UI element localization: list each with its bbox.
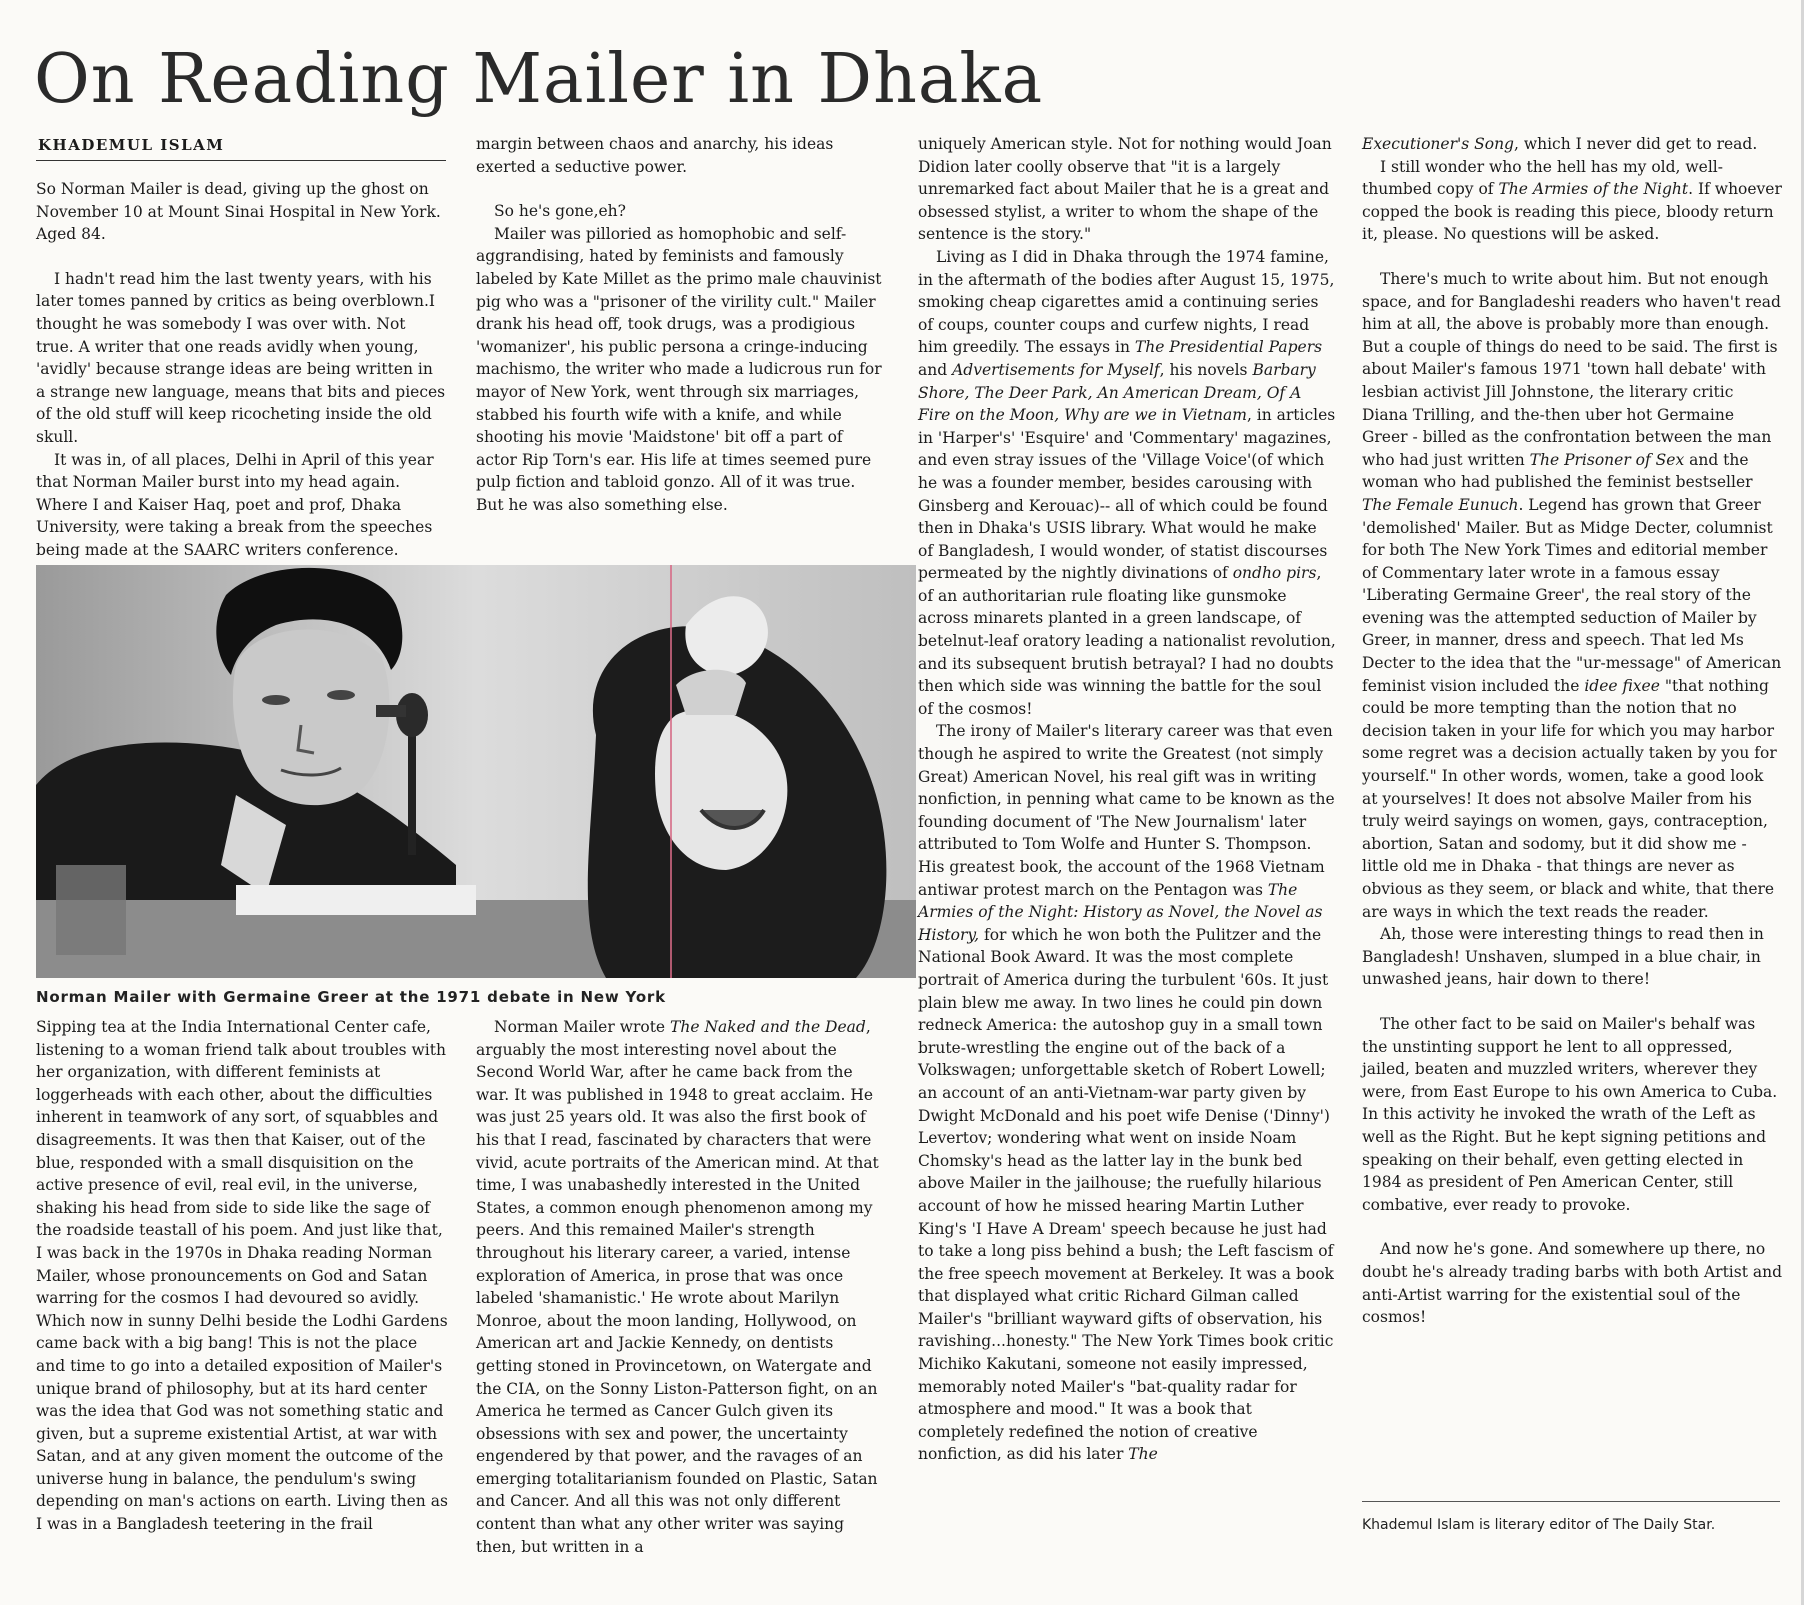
author-note: Khademul Islam is literary editor of The Daily Star. <box>1362 1517 1716 1533</box>
paragraph: So he's gone,eh? <box>494 202 626 221</box>
column-2-bottom <box>476 1016 888 1558</box>
book-title: Advertisements for Myself <box>952 360 1160 379</box>
column-1-bottom <box>36 1016 448 1536</box>
text-run: , which I never did get to read. <box>1513 135 1758 153</box>
column-1-top <box>36 178 446 562</box>
paragraph <box>1362 268 1782 923</box>
book-title: The Naked and the Dead <box>670 1018 866 1036</box>
text-run: Living as I did in Dhaka through the 1974 famine, in the aftermath of the bodies after August 15, 1975, smoking cheap cigarettes amid a continuing series of coups, counter coups and curfew nights, I read him greedily. The essays in <box>918 247 1335 357</box>
paragraph: Ah, those were interesting things to read then in Bangladesh! Unshaven, slumped in a blue chair, in unwashed jeans, hair down to there! <box>1362 925 1764 989</box>
book-title: The Prisoner of Sex <box>1529 450 1685 469</box>
text-run: , his novels <box>1159 360 1253 379</box>
byline: KHADEMUL ISLAM <box>38 136 225 154</box>
column-3 <box>918 133 1336 1466</box>
photo-caption: Norman Mailer with Germaine Greer at the 1971 debate in New York <box>36 988 666 1006</box>
paragraph: Sipping tea at the India International Center cafe, listening to a woman friend talk about troubles with her organization, with different feminists at loggerheads with each other, about the difficulties inherent in teamwork of any sort, of squabbles and disagreements. It was then that Kaiser, out of the blue, responded with a small disquisition on the active presence of evil, real evil, in the universe, shaking his head from side to side like the sage of the roadside teastall of his poem. And just like that, I was back in the 1970s in Dhaka reading Norman Mailer, whose pronouncements on God and Satan warring for the cosmos I had devoured so avidly. Which now in sunny Delhi beside the Lodhi Gardens came back with a big bang! This is not the place and time to go into a detailed exposition of Mailer's unique brand of philosophy, but at its hard center was the idea that God was not something static and given, but a supreme existential Artist, at war with Satan, and at any given moment the outcome of the universe hung in balance, the pendulum's swing depending on man's actions on earth. Living then as I was in a Bangladesh teetering in the frail <box>36 1018 448 1534</box>
column-4 <box>1362 133 1782 1329</box>
text-run: "that nothing could be more tempting than the notion that no decision taken in your life for which you may harbor some regret was a decision actually taken by you for yourself." In other words, women, take a good look at yourselves! It does not absolve Mailer from his truly weird sayings on women, gays, contraception, abortion, Satan and sodomy, but it did show me - little old me in Dhaka - that things are never as obvious as they seem, or black and white, that there are ways in which the text reads the reader. <box>1362 676 1777 921</box>
paragraph <box>918 720 1336 1466</box>
text-run: , arguably the most interesting novel about the Second World War, after he came back from the war. It was published in 1948 to great acclaim. He was just 25 years old. It was also the first book of his that I read, fascinated by characters that were vivid, acute portraits of the American mind. At that time, I was unabashedly interested in the United States, a common enough phenomenon among my peers. And this remained Mailer's strength throughout his literary career, a varied, intense exploration of America, in prose that was once labeled 'shamanistic.' He wrote about Marilyn Monroe, about the moon landing, Hollywood, on American art and Jackie Kennedy, on dentists getting stoned in Provincetown, on Watergate and the CIA, on the Sonny Liston-Patterson fight, on an America he termed as Cancer Gulch given its obsessions with sex and power, the uncertainty engendered by that power, and the ravages of an emerging totalitarianism founded on Plastic, Satan and Cancer. And all this was not only different content than what any other writer was saying then, but written in a <box>476 1018 879 1556</box>
text-run: , of an authoritarian rule floating like gunsmoke across minarets planted in a green landscape, of betelnut-leaf oratory leading a nationalist revolution, and its subsequent brutish betrayal? I had no doubts then which side was winning the battle for the soul of the cosmos! <box>918 564 1336 718</box>
text-run: . Legend has grown that Greer 'demolished' Mailer. But as Midge Decter, columnist for both The New York Times and editorial member of Commentary later wrote in a famous essay 'Liberating Germaine Greer', the real story of the evening was the attempted seduction of Mailer by Greer, in manner, dress and speech. That led Ms Decter to the idea that the "ur-message" of American feminist vision included the <box>1362 495 1782 695</box>
paragraph: margin between chaos and anarchy, his ideas exerted a seductive power. <box>476 135 834 176</box>
text-run: Norman Mailer wrote <box>494 1018 671 1036</box>
endnote-rule <box>1362 1501 1780 1502</box>
paragraph <box>1362 133 1782 156</box>
italic-term: idee fixee <box>1584 676 1660 695</box>
paragraph: It was in, of all places, Delhi in April of this year that Norman Mailer burst into my head again. Where I and Kaiser Haq, poet and prof, Dhaka University, were taking a break from the speeches being made at the SAARC writers conference. <box>36 450 434 559</box>
photo-mailer-greer <box>36 565 916 978</box>
column-2-top <box>476 133 886 517</box>
text-run: . If whoever copped the book is reading this piece, bloody return it, please. No questions will be asked. <box>1362 180 1782 244</box>
book-title: The Armies of the Night: History as Novel, the Novel as History, <box>918 880 1323 944</box>
book-title: Barbary Shore, The Deer Park, An American Dream, Of A Fire on the Moon, Why are we in Vietnam <box>918 360 1316 425</box>
paragraph: uniquely American style. Not for nothing would Joan Didion later coolly observe that "it is a largely unremarked fact about Mailer that he is a great and obsessed stylist, a writer to whom the shape of the sentence is the story." <box>918 135 1332 244</box>
text-run: and the woman who had published the feminist bestseller <box>1362 450 1753 492</box>
paragraph <box>918 246 1336 720</box>
book-title: The Female Eunuch <box>1362 495 1519 514</box>
text-run: for which he won both the Pulitzer and the National Book Award. It was the most complete portrait of America during the turbulent '60s. It just plain blew me away. In two lines he could pin down redneck America: the autoshop guy in a small town brute-wrestling the engine out of the back of a Volkswagen; unforgettable sketch of Robert Lowell; an account of an anti-Vietnam-war party given by Dwight McDonald and his poet wife Denise ('Dinny') Levertov; wondering what went on inside Noam Chomsky's head as the latter lay in the bunk bed above Mailer in the jailhouse; the ruefully hilarious account of how he missed hearing Martin Luther King's 'I Have A Dream' speech because he just had to take a long piss behind a bush; the Left fascism of the free speech movement at Berkeley. It was a book that displayed what critic Richard Gilman called Mailer's "brilliant wayward gifts of observation, his ravishing...honesty." The New York Times book critic Michiko Kakutani, someone not easily impressed, memorably noted Mailer's "bat-quality radar for atmosphere and mood." It was a book that completely redefined the notion of creative nonfiction, as did his later <box>918 925 1334 1464</box>
book-title: The Presidential Papers <box>1134 338 1323 357</box>
paragraph: Mailer was pilloried as homophobic and self-aggrandising, hated by feminists and famously labeled by Kate Millet as the primo male chauvinist pig who was a "prisoner of the virility cult." Mailer drank his head off, took drugs, was a prodigious 'womanizer', his public persona a cringe-inducing machismo, the writer who made a ludicrous run for mayor of New York, went through six marriages, stabbed his fourth wife with a knife, and while shooting his movie 'Maidstone' bit off a part of actor Rip Torn's ear. His life at times seemed pure pulp fiction and tabloid gonzo. All of it was true. But he was also something else. <box>476 224 882 514</box>
paragraph <box>476 1016 888 1558</box>
text-run: , in articles in 'Harper's' 'Esquire' and 'Commentary' magazines, and even stray issues of the 'Village Voice'(of which he was a founder member, besides carousing with Ginsberg and Kerouac)-- all of which could be found then in Dhaka's USIS library. What would he make of Bangladesh, I would wonder, of statist discourses permeated by the nightly divinations of <box>918 406 1336 583</box>
photo-image <box>36 565 916 978</box>
book-title: The <box>1128 1445 1158 1464</box>
text-run: I still wonder who the hell has my old, well-thumbed copy of <box>1362 157 1724 199</box>
paragraph: I hadn't read him the last twenty years, with his later tomes panned by critics as being overblown.I thought he was somebody I was over with. Not true. A writer that one reads avidly when young, 'avidly' because strange ideas are being written in a strange new language, means that bits and pieces of the old stuff will keep ricocheting inside the old skull. <box>36 269 446 446</box>
italic-term: ondho pirs <box>1232 564 1317 583</box>
book-title: Executioner's Song <box>1362 135 1514 153</box>
paragraph <box>1362 156 1782 246</box>
paragraph: The other fact to be said on Mailer's behalf was the unstinting support he lent to all oppressed, jailed, beaten and muzzled writers, wherever they were, from East Europe to his own America to Cuba. In this activity he invoked the wrath of the Left as well as the Right. But he kept signing petitions and speaking on their behalf, even getting elected in 1984 as president of Pen American Center, still combative, ever ready to provoke. <box>1362 1014 1778 1214</box>
text-run: and <box>918 360 953 379</box>
text-run: There's much to write about him. But not enough space, and for Bangladeshi readers who haven't read him at all, the above is probably more than enough. But a couple of things do need to be said. The first is about Mailer's famous 1971 'town hall debate' with lesbian activist Jill Johnstone, the literary critic Diana Trilling, and the-then uber hot Germaine Greer - billed as the confrontation between the man who had just written <box>1362 269 1781 469</box>
byline-rule <box>36 160 446 161</box>
text-run: The irony of Mailer's literary career was that even though he aspired to write the Greatest (not simply Great) American Novel, his real gift was in writing nonfiction, in penning what came to be known as the founding document of 'The New Journalism' later attributed to Tom Wolfe and Hunter S. Thompson. His greatest book, the account of the 1968 Vietnam antiwar protest march on the Pentagon was <box>918 722 1335 899</box>
book-title: The Armies of the Night <box>1498 180 1689 199</box>
paragraph: So Norman Mailer is dead, giving up the ghost on November 10 at Mount Sinai Hospital in New York. Aged 84. <box>36 180 441 244</box>
headline: On Reading Mailer in Dhaka <box>34 40 1044 119</box>
paragraph: And now he's gone. And somewhere up there, no doubt he's already trading barbs with both Artist and anti-Artist warring for the existential soul of the cosmos! <box>1362 1240 1783 1327</box>
